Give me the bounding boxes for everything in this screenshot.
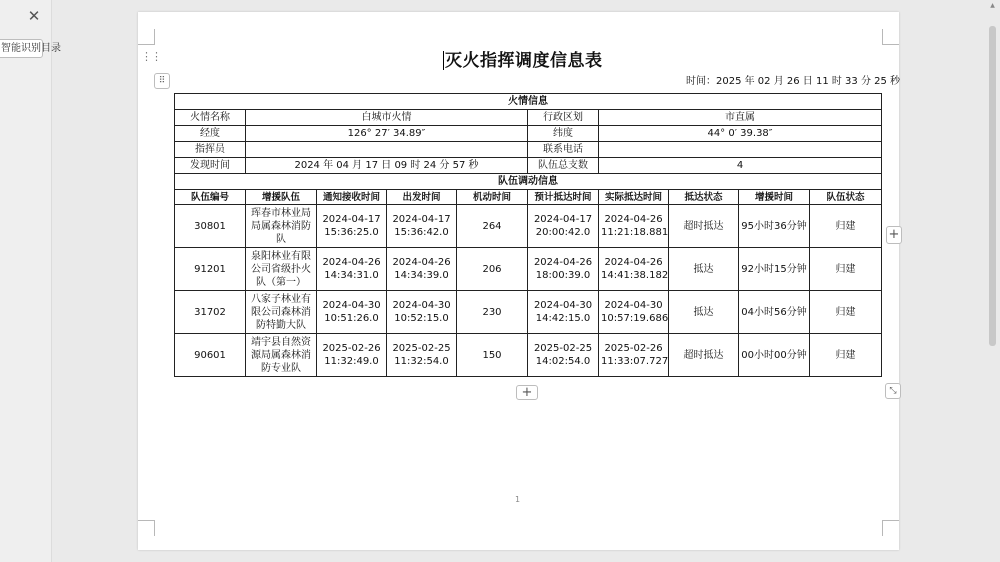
scroll-thumb[interactable] [989,26,996,346]
team-status[interactable]: 归建 [810,248,882,291]
team-status[interactable]: 归建 [810,291,882,334]
grip-icon[interactable]: ⠿ [154,73,170,89]
column-header: 预计抵达时间 [528,190,599,205]
departed-time[interactable]: 2025-02-25 11:32:54.0 [387,334,457,377]
table-row [175,142,882,158]
mobility-time[interactable]: 150 [457,334,528,377]
departed-time[interactable]: 2024-04-26 14:34:39.0 [387,248,457,291]
discovered-value[interactable]: 2024 年 04 月 17 日 09 时 24 分 57 秒 [246,158,528,174]
eta-time[interactable]: 2024-04-17 20:00:42.0 [528,205,599,248]
vertical-scrollbar[interactable] [989,0,996,562]
table-row [175,205,882,248]
team-count-label: 队伍总支数 [528,158,599,174]
fire-info-section-row [175,94,882,110]
ata-time[interactable]: 2025-02-26 11:33:07.727 [599,334,669,377]
team-status[interactable]: 归建 [810,334,882,377]
dispatch-title: 队伍调动信息 [175,174,882,190]
latitude-label: 纬度 [528,126,599,142]
notified-time[interactable]: 2024-04-26 14:34:31.0 [317,248,387,291]
commander-label: 指挥员 [175,142,246,158]
close-icon[interactable]: ✕ [27,7,41,25]
dispatch-section-row [175,174,882,190]
phone-label: 联系电话 [528,142,599,158]
table-row [175,291,882,334]
notified-time[interactable]: 2024-04-30 10:51:26.0 [317,291,387,334]
team-name[interactable]: 八家子林业有限公司森林消防特勤大队 [246,291,317,334]
ata-time[interactable]: 2024-04-26 14:41:38.182 [599,248,669,291]
table-row [175,248,882,291]
team-id[interactable]: 90601 [175,334,246,377]
eta-time[interactable]: 2024-04-30 14:42:15.0 [528,291,599,334]
notified-time[interactable]: 2025-02-26 11:32:49.0 [317,334,387,377]
arrival-status[interactable]: 抵达 [669,248,739,291]
departed-time[interactable]: 2024-04-30 10:52:15.0 [387,291,457,334]
page-number: 1 [515,495,521,504]
departed-time[interactable]: 2024-04-17 15:36:42.0 [387,205,457,248]
document-title [443,46,603,71]
team-name[interactable]: 珲春市林业局局属森林消防队 [246,205,317,248]
team-id[interactable]: 30801 [175,205,246,248]
ata-time[interactable]: 2024-04-30 10:57:19.686 [599,291,669,334]
mobility-time[interactable]: 230 [457,291,528,334]
column-header: 抵达状态 [669,190,739,205]
notified-time[interactable]: 2024-04-17 15:36:25.0 [317,205,387,248]
column-header: 增援时间 [739,190,810,205]
arrival-status[interactable]: 超时抵达 [669,334,739,377]
commander-value[interactable] [246,142,528,158]
column-header: 实际抵达时间 [599,190,669,205]
mobility-time[interactable]: 264 [457,205,528,248]
margin-corner [138,520,155,536]
team-name[interactable]: 泉阳林业有限公司省级扑火队（第一） [246,248,317,291]
team-id[interactable]: 91201 [175,248,246,291]
team-count-value[interactable]: 4 [599,158,882,174]
arrival-status[interactable]: 超时抵达 [669,205,739,248]
team-name[interactable]: 靖宇县自然资源局属森林消防专业队 [246,334,317,377]
fire-info-title: 火情信息 [175,94,882,110]
table-row [175,334,882,377]
column-header: 机动时间 [457,190,528,205]
left-panel [0,0,61,562]
margin-corner [882,29,899,45]
drag-handle-icon[interactable]: ⋮⋮ [141,50,161,63]
eta-time[interactable]: 2024-04-26 18:00:39.0 [528,248,599,291]
support-time[interactable]: 00小时00分钟 [739,334,810,377]
document-title-text: 灭火指挥调度信息表 [445,51,603,71]
support-time[interactable]: 04小时56分钟 [739,291,810,334]
team-status[interactable]: 归建 [810,205,882,248]
table-row [175,110,882,126]
fire-name-label: 火情名称 [175,110,246,126]
resize-icon[interactable]: ⤡ [885,383,901,399]
ata-time[interactable]: 2024-04-26 11:21:18.881 [599,205,669,248]
scroll-up-icon[interactable]: ▲ [990,2,995,9]
longitude-label: 经度 [175,126,246,142]
table-row [175,158,882,174]
phone-value[interactable] [599,142,882,158]
admin-region-value[interactable]: 市直属 [599,110,882,126]
plus-icon: + [521,385,533,400]
add-row-button[interactable] [516,385,538,400]
arrival-status[interactable]: 抵达 [669,291,739,334]
column-header: 通知接收时间 [317,190,387,205]
dispatch-info-table [174,93,882,377]
latitude-value[interactable]: 44° 0′ 39.38″ [599,126,882,142]
fire-name-value[interactable]: 白城市火情 [246,110,528,126]
add-column-button[interactable] [886,226,902,244]
mobility-time[interactable]: 206 [457,248,528,291]
toc-button[interactable]: 智能识别目录 [0,39,43,58]
margin-corner [882,520,899,536]
longitude-value[interactable]: 126° 27′ 34.89″ [246,126,528,142]
support-time[interactable]: 92小时15分钟 [739,248,810,291]
document-time: 时间：2025 年 02 月 26 日 11 时 33 分 25 秒 [686,76,901,87]
column-header: 出发时间 [387,190,457,205]
text-cursor [443,51,444,70]
margin-corner [138,29,155,45]
eta-time[interactable]: 2025-02-25 14:02:54.0 [528,334,599,377]
dispatch-header-row [175,190,882,205]
plus-icon: + [888,227,900,242]
team-id[interactable]: 31702 [175,291,246,334]
admin-region-label: 行政区划 [528,110,599,126]
discovered-label: 发现时间 [175,158,246,174]
column-header: 增援队伍 [246,190,317,205]
table-row [175,126,882,142]
support-time[interactable]: 95小时36分钟 [739,205,810,248]
column-header: 队伍状态 [810,190,882,205]
column-header: 队伍编号 [175,190,246,205]
